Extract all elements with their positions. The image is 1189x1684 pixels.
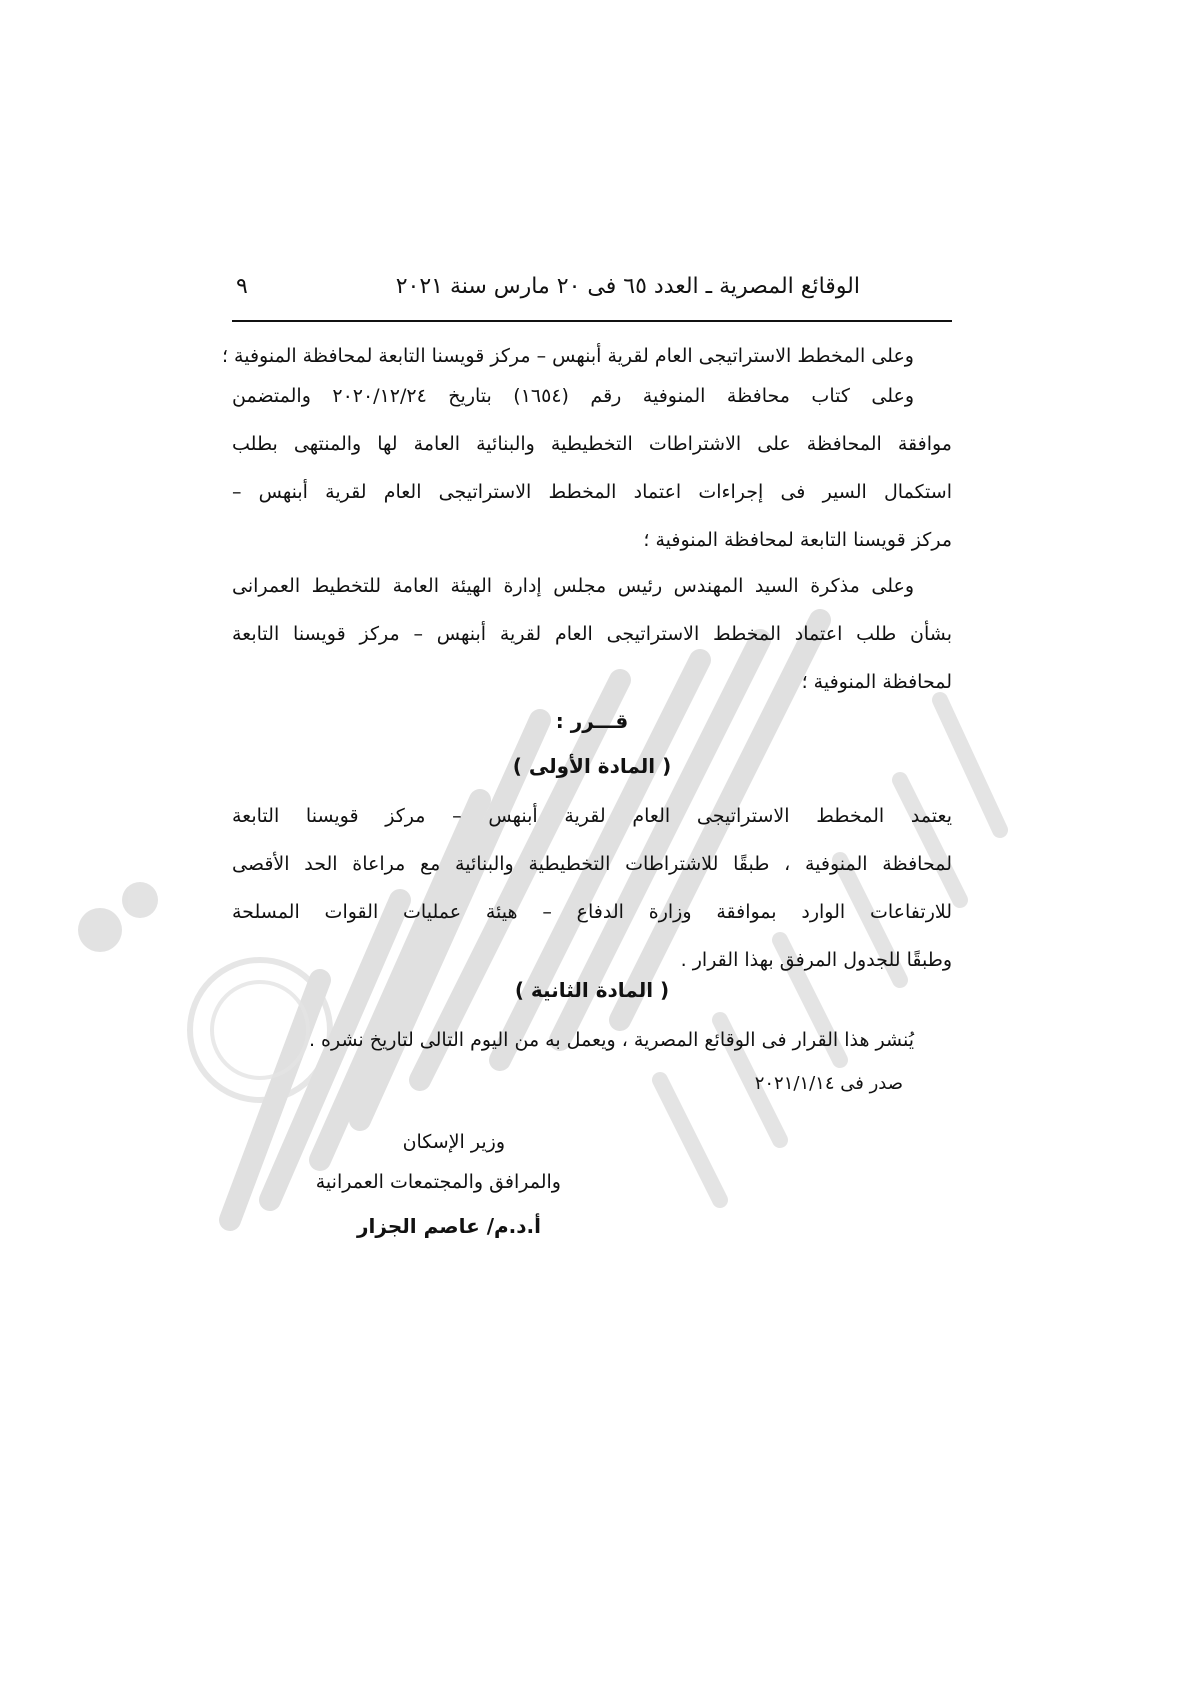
article-1-heading: ( المادة الأولى ) <box>512 754 672 778</box>
text-line: للارتفاعات الوارد بموافقة وزارة الدفاع – هيئة عمليات القوات المسلحة <box>232 901 952 923</box>
text-line: وعلى مذكرة السيد المهندس رئيس مجلس إدارة الهيئة العامة للتخطيط العمرانى <box>232 575 914 597</box>
signatory-name: أ.د.م/ عاصم الجزار <box>357 1214 541 1238</box>
article-1-body <box>232 792 952 984</box>
header-divider <box>232 320 952 322</box>
article-2-body <box>232 1016 952 1064</box>
decision-heading: قـــرر : <box>555 709 629 733</box>
signature-title-1: وزير الإسكان <box>402 1131 505 1153</box>
text-line: وعلى كتاب محافظة المنوفية رقم (١٦٥٤) بتاريخ ٢٠٢٠/١٢/٢٤ والمتضمن <box>232 385 915 407</box>
preamble-paragraph-2 <box>232 372 952 564</box>
issued-date: صدر فى ٢٠٢١/١/١٤ <box>754 1073 903 1094</box>
text-line: وطبقًا للجدول المرفق بهذا القرار . <box>680 949 952 971</box>
text-line: يُنشر هذا القرار فى الوقائع المصرية ، ويعمل به من اليوم التالى لتاريخ نشره . <box>308 1029 914 1051</box>
text-line: يعتمد المخطط الاستراتيجى العام لقرية أبنهس – مركز قويسنا التابعة <box>232 805 952 827</box>
text-line: موافقة المحافظة على الاشتراطات التخطيطية والبنائية العامة لها والمنتهى بطلب <box>232 433 952 455</box>
text-line: استكمال السير فى إجراءات اعتماد المخطط الاستراتيجى العام لقرية أبنهس – <box>232 481 952 503</box>
page-number: ٩ <box>236 274 248 299</box>
text-line: لمحافظة المنوفية ، طبقًا للاشتراطات التخطيطية والبنائية مع مراعاة الحد الأقصى <box>232 853 952 875</box>
text-line: وعلى المخطط الاستراتيجى العام لقرية أبنهس – مركز قويسنا التابعة لمحافظة المنوفية ؛ <box>221 345 914 367</box>
gazette-header-title: الوقائع المصرية ـ العدد ٦٥ فى ٢٠ مارس سنة ٢٠٢١ <box>395 274 860 299</box>
text-line: لمحافظة المنوفية ؛ <box>801 671 952 693</box>
text-line: بشأن طلب اعتماد المخطط الاستراتيجى العام لقرية أبنهس – مركز قويسنا التابعة <box>232 623 952 645</box>
signature-title-2: والمرافق والمجتمعات العمرانية <box>315 1171 561 1193</box>
preamble-paragraph-3 <box>232 562 952 706</box>
text-line: مركز قويسنا التابعة لمحافظة المنوفية ؛ <box>643 529 952 551</box>
article-2-heading: ( المادة الثانية ) <box>514 978 670 1002</box>
